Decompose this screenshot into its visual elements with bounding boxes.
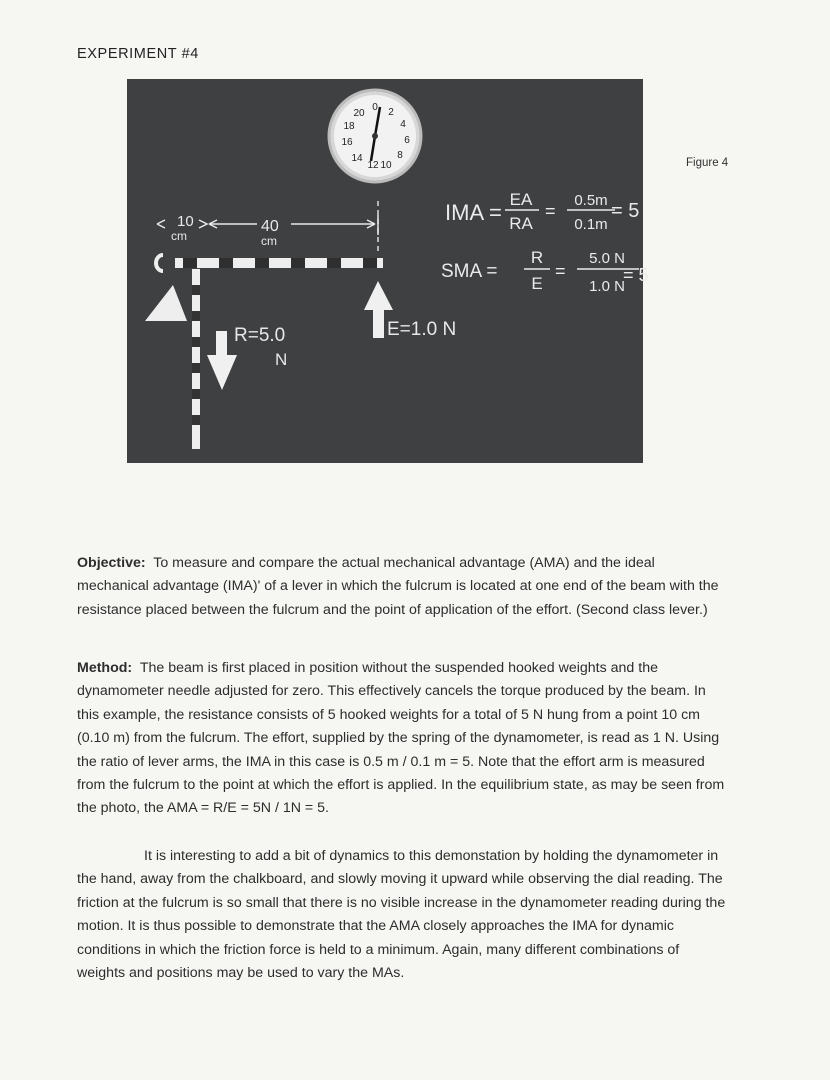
method-text: The beam is first placed in position without the suspended hooked weights and the dynamometer needle adjusted for zero. This effectively cancels the torque produced by the beam. In this example, the resistance consists of 5 hooked weights for a total of 5 N hung from a point 10 cm (0.10 m) from the fulcrum. The effort, supplied by the spring of the dynamometer, is read as 1 N. Using the ratio of lever arms, the IMA in this case is 0.5 m / 0.1 m = 5. Note that the effort arm is measured from the fulcrum to the point at which the effort is applied. In the equilibrium state, as may be seen from the photo, the AMA = R/E = 5N / 1N = 5. (77, 660, 725, 817)
resistance-unit: N (275, 350, 288, 369)
dial-number-8: 8 (397, 150, 403, 161)
ima-denominator: RA (509, 214, 533, 233)
dynamics-text: It is interesting to add a bit of dynamics to this demonstation by holding the dynamometer in the hand, away from the chalkboard, and slowly moving it upward while observing the dial reading. The friction at the fulcrum is so small that there is no visible increase in the dynamometer reading during the motion. It is thus possible to demonstrate that the AMA closely approaches the IMA for dynamic conditions in which the friction force is held to a minimum. Again, many different combinations of weights and positions may be used to vary the MAs. (77, 848, 726, 982)
effort-label: E=1.0 N (387, 319, 457, 340)
dynamics-paragraph (77, 845, 727, 985)
ima-denominator-value: 0.1m (574, 216, 608, 233)
dimension-10-unit: cm (171, 229, 187, 243)
dynamometer-dial (329, 90, 421, 182)
ima-result: = 5 (611, 200, 640, 222)
sma-equals: = (555, 261, 566, 281)
sma-denominator-value: 1.0 N (589, 278, 625, 295)
dial-number-6: 6 (404, 135, 410, 146)
sma-result: = 5 (623, 265, 649, 285)
experiment-photo (127, 79, 649, 463)
resistance-label: R=5.0 (234, 325, 286, 346)
dimension-10-value: 10 (177, 213, 194, 230)
objective-text: To measure and compare the actual mechanical advantage (AMA) and the ideal mechanical advantage (IMA)' of a lever in which the fulcrum is located at one end of the beam with the resistance placed between the fulcrum and the point of application of the effort. (Second class lever.) (77, 555, 719, 618)
sma-numerator-value: 5.0 N (589, 250, 625, 267)
dial-number-18: 18 (343, 121, 355, 132)
method-label: Method: (77, 660, 133, 676)
page-heading: EXPERIMENT #4 (77, 46, 199, 62)
dial-number-2: 2 (388, 107, 394, 118)
sma-numerator: R (530, 248, 544, 267)
chalkboard-illustration (127, 79, 649, 463)
method-paragraph (77, 657, 727, 821)
figure-caption: Figure 4 (686, 157, 729, 169)
ima-equals: = (545, 201, 556, 221)
dimension-40-value: 40 (261, 218, 279, 235)
objective-label: Objective: (77, 555, 146, 571)
dial-number-0: 0 (372, 102, 378, 113)
dial-number-20: 20 (353, 108, 365, 119)
dial-number-16: 16 (341, 137, 353, 148)
dimension-40-unit: cm (261, 234, 277, 248)
objective-paragraph (77, 552, 727, 622)
hanging-weights (192, 269, 200, 449)
dial-number-4: 4 (400, 119, 406, 130)
sma-lhs: SMA = (441, 261, 498, 282)
sma-denominator: E (531, 274, 543, 293)
dial-number-10: 10 (380, 160, 392, 171)
ima-numerator: EA (509, 190, 533, 209)
dial-number-12: 12 (367, 160, 379, 171)
dial-number-14: 14 (351, 153, 363, 164)
ima-numerator-value: 0.5m (574, 192, 608, 209)
ima-lhs: IMA = (445, 200, 502, 225)
